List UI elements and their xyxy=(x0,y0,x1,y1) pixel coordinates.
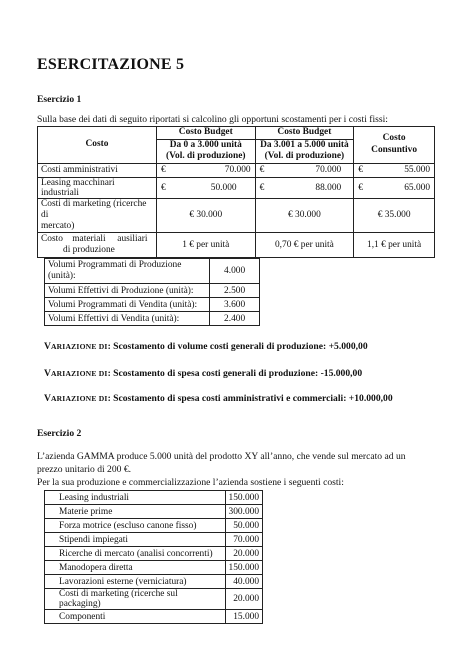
table-row xyxy=(45,561,263,575)
table-row xyxy=(45,312,260,326)
variation-spending-production: VARIAZIONE DI: Scostamento di spesa costi generali di produzione: -15.000,00 xyxy=(44,368,363,379)
costs-table xyxy=(44,490,263,624)
cost-value: 40.000 xyxy=(225,575,262,589)
cell-budget-a: € 30.000 xyxy=(156,198,255,232)
header-costo: Costo xyxy=(38,127,157,164)
budget-cost-table xyxy=(37,126,435,258)
cost-label: Lavorazioni esterne (verniciatura) xyxy=(45,575,226,589)
header-budget-b-note: (Vol. di produzione) xyxy=(255,151,354,163)
cell-consuntivo: 1,1 € per unità xyxy=(354,232,435,257)
row-label: Costi amministrativi xyxy=(38,163,157,177)
table-row xyxy=(45,284,260,298)
cost-value: 15.000 xyxy=(225,610,262,624)
table-row xyxy=(45,519,263,533)
cost-label: Costi di marketing (ricerche sul packaging) xyxy=(45,589,226,610)
volume-value: 4.000 xyxy=(210,259,260,284)
cost-label: Ricerche di mercato (analisi concorrenti) xyxy=(45,547,226,561)
volume-value: 2.400 xyxy=(210,312,260,326)
cost-label: Manodopera diretta xyxy=(45,561,226,575)
header-budget-a-note: (Vol. di produzione) xyxy=(156,151,255,163)
cost-value: 20.000 xyxy=(225,589,262,610)
table-row xyxy=(45,589,263,610)
cost-value: 150.000 xyxy=(225,491,262,505)
exercise-2-intro-line2: prezzo unitario di 200 €. xyxy=(37,464,132,475)
volume-label: Volumi Programmati di Vendita (unità): xyxy=(45,298,210,312)
header-budget-b-range: Da 3.001 a 5.000 unità xyxy=(255,139,354,151)
table-row xyxy=(45,575,263,589)
table-row xyxy=(45,610,263,624)
cell-budget-b: € 70.000 xyxy=(255,163,354,177)
volume-value: 3.600 xyxy=(210,298,260,312)
variation-volume-production: VARIAZIONE DI: Scostamento di volume costi generali di produzione: +5.000,00 xyxy=(44,341,368,352)
cell-consuntivo: € 35.000 xyxy=(354,198,435,232)
cell-budget-a: 1 € per unità xyxy=(156,232,255,257)
row-label: Leasing macchinari industriali xyxy=(38,177,157,198)
cell-budget-b: 0,70 € per unità xyxy=(255,232,354,257)
volume-label: Volumi Programmati di Produzione (unità): xyxy=(45,259,210,284)
cell-budget-a: € 70.000 xyxy=(156,163,255,177)
table-row xyxy=(45,259,260,284)
cell-budget-b: € 88.000 xyxy=(255,177,354,198)
volume-label: Volumi Effettivi di Vendita (unità): xyxy=(45,312,210,326)
page-title: ESERCITAZIONE 5 xyxy=(37,56,185,73)
cell-consuntivo: € 55.000 xyxy=(354,163,435,177)
exercise-2-intro-line1: L’azienda GAMMA produce 5.000 unità del prodotto XY all’anno, che vende sul mercato ad un xyxy=(37,451,406,462)
header-budget-b: Costo Budget xyxy=(255,127,354,140)
table-row xyxy=(45,547,263,561)
cost-label: Componenti xyxy=(45,610,226,624)
cost-value: 150.000 xyxy=(225,561,262,575)
cost-label: Stipendi impiegati xyxy=(45,533,226,547)
table-row xyxy=(38,198,435,232)
table-row xyxy=(45,298,260,312)
volumes-table xyxy=(44,258,260,326)
table-row xyxy=(45,491,263,505)
table-row xyxy=(45,505,263,519)
exercise-2-intro-line3: Per la sua produzione e commercializzazione l’azienda sostiene i seguenti costi: xyxy=(37,477,344,488)
header-consuntivo-line1: Costo xyxy=(382,133,406,144)
cell-consuntivo: € 65.000 xyxy=(354,177,435,198)
cost-value: 50.000 xyxy=(225,519,262,533)
variation-spending-admin: VARIAZIONE DI: Scostamento di spesa costi amministrativi e commerciali: +10.000,00 xyxy=(44,393,393,404)
cost-label: Materie prime xyxy=(45,505,226,519)
volume-label: Volumi Effettivi di Produzione (unità): xyxy=(45,284,210,298)
cell-budget-b: € 30.000 xyxy=(255,198,354,232)
table-row xyxy=(38,232,435,257)
cost-label: Leasing industriali xyxy=(45,491,226,505)
cost-label: Forza motrice (escluso canone fisso) xyxy=(45,519,226,533)
cost-value: 70.000 xyxy=(225,533,262,547)
cell-budget-a: € 50.000 xyxy=(156,177,255,198)
row-label: Costo materiali ausiliari di produzione xyxy=(38,232,157,257)
table-row xyxy=(45,533,263,547)
header-consuntivo-line2: Consuntivo xyxy=(371,144,418,155)
row-label: Costi di marketing (ricerche di mercato) xyxy=(38,198,157,232)
header-budget-a-range: Da 0 a 3.000 unità xyxy=(156,139,255,151)
exercise-1-intro: Sulla base dei dati di seguito riportati si calcolino gli opportuni scostamenti per i costi fissi: xyxy=(37,114,388,125)
header-consuntivo xyxy=(354,127,435,164)
cost-value: 300.000 xyxy=(225,505,262,519)
table-row xyxy=(38,163,435,177)
exercise-2-heading: Esercizio 2 xyxy=(37,428,82,439)
volume-value: 2.500 xyxy=(210,284,260,298)
table-row xyxy=(38,177,435,198)
header-budget-a: Costo Budget xyxy=(156,127,255,140)
exercise-1-heading: Esercizio 1 xyxy=(37,94,82,105)
cost-value: 20.000 xyxy=(225,547,262,561)
